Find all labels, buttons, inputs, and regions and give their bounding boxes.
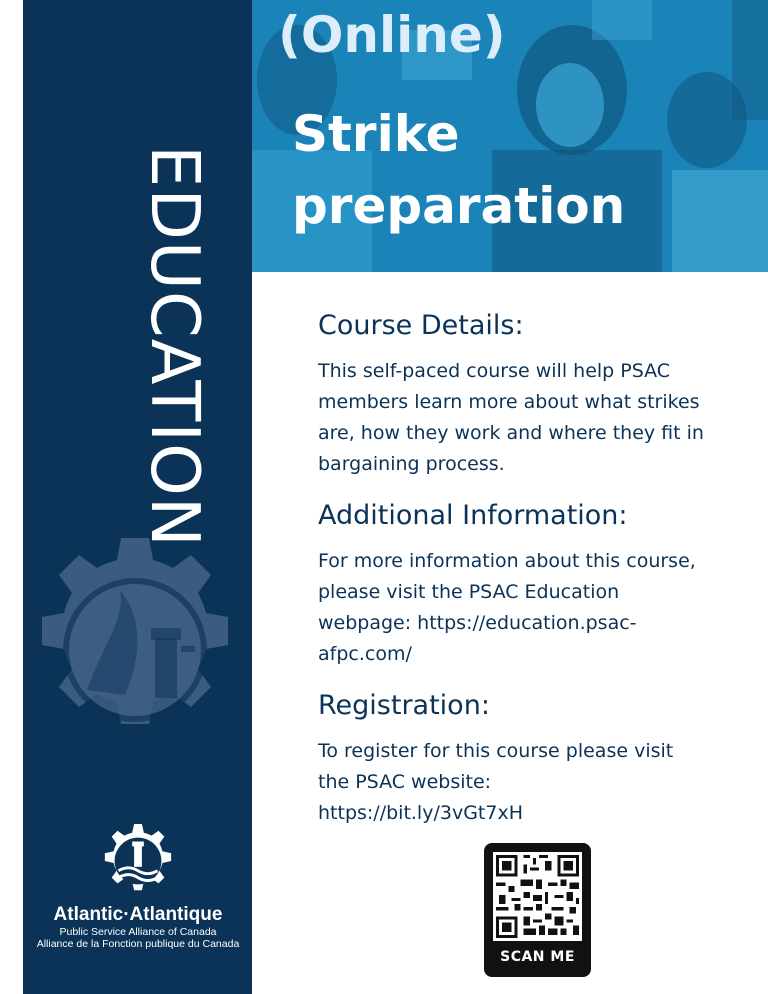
gear-lighthouse-watermark-icon bbox=[23, 520, 252, 780]
additional-info-body: For more information about this course, please visit the PSAC Education webpage: https://education.psac- afpc.com/ bbox=[318, 550, 696, 665]
course-details-heading: Course Details: bbox=[318, 310, 524, 341]
psac-atlantic-logo bbox=[33, 822, 243, 962]
hero-kicker: (Online) bbox=[278, 6, 506, 64]
logo-subtitle-en: Public Service Alliance of Canada bbox=[59, 926, 217, 938]
logo-subtitle-fr: Alliance de la Fonction publique du Canada bbox=[36, 938, 240, 950]
course-details-body: This self-paced course will help PSAC members learn more about what strikes are, how they work and where they fit in bargaining process. bbox=[318, 360, 704, 475]
registration-heading: Registration: bbox=[318, 690, 490, 721]
education-title: EDUCATION bbox=[136, 145, 214, 548]
hero-title bbox=[292, 98, 625, 242]
qr-code-card[interactable] bbox=[484, 843, 591, 977]
course-content bbox=[318, 306, 758, 845]
qr-code-icon[interactable] bbox=[493, 852, 582, 941]
registration-body: To register for this course please visit the PSAC website: https://bit.ly/3vGt7xH bbox=[318, 740, 674, 824]
additional-info-heading: Additional Information: bbox=[318, 500, 628, 531]
logo-name: Atlantic·Atlantique bbox=[53, 904, 223, 925]
gear-lighthouse-icon bbox=[99, 822, 177, 900]
hero-title-line1: Strike bbox=[292, 105, 460, 163]
hero-title-line2: preparation bbox=[292, 177, 626, 235]
sidebar bbox=[23, 0, 252, 994]
hero-banner bbox=[252, 0, 768, 272]
scan-me-label: SCAN ME bbox=[500, 949, 575, 965]
